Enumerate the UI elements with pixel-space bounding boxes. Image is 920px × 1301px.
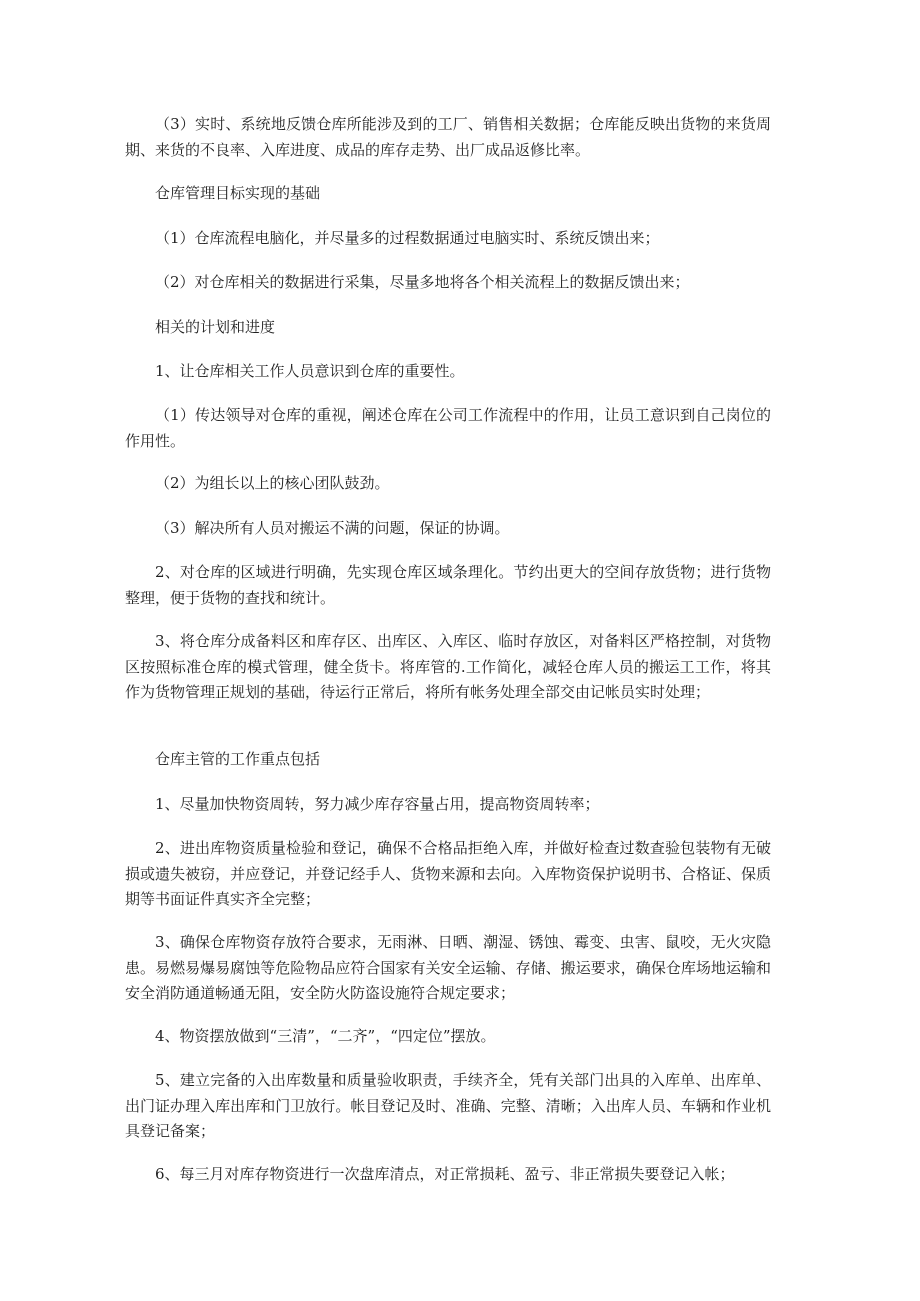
paragraph-storage-requirements: 3、确保仓库物资存放符合要求，无雨淋、日晒、潮湿、锈蚀、霉变、虫害、鼠咬，无火灾隐患。易燃易爆易腐蚀等危险物品应符合国家有关安全运输、存储、搬运要求，确保仓库场地运输和安全消防通道畅通无阻，安全防火防盗设施符合规定要求； — [125, 933, 771, 1002]
paragraph-placement: 4、物资摆放做到“三清”，“二齐”，“四定位”摆放。 — [155, 1027, 496, 1045]
heading-manager-focus: 仓库主管的工作重点包括 — [155, 750, 321, 768]
paragraph-inventory-check: 6、每三月对库存物资进行一次盘库清点，对正常损耗、盈亏、非正常损失要登记入帐； — [155, 1165, 735, 1183]
paragraph-zoning: 2、对仓库的区域进行明确，先实现仓库区域条理化。节约出更大的空间存放货物；进行货物整理，便于货物的查找和统计。 — [125, 563, 771, 607]
paragraph-awareness: 1、让仓库相关工作人员意识到仓库的重要性。 — [155, 362, 465, 380]
paragraph-areas: 3、将仓库分成备料区和库存区、出库区、入库区、临时存放区，对备料区严格控制，对货物区按照标准仓库的模式管理，健全货卡。将库管的.工作简化，减轻仓库人员的搬运工工作，将其作为货物管理正规划的基础，待运行正常后，将所有帐务处理全部交由记帐员实时处理； — [125, 632, 771, 701]
paragraph-computerization: （1）仓库流程电脑化，并尽量多的过程数据通过电脑实时、系统反馈出来； — [155, 229, 660, 247]
paragraph-acceptance: 5、建立完备的入出库数量和质量验收职责，手续齐全，凭有关部门出具的入库单、出库单、出门证办理入库出库和门卫放行。帐目登记及时、准确、完整、清晰；入出库人员、车辆和作业机具登记备案； — [125, 1071, 771, 1140]
paragraph-inspection: 2、进出库物资质量检验和登记，确保不合格品拒绝入库，并做好检查过数查验包装物有无破损或遗失被窃，并应登记，并登记经手人、货物来源和去向。入库物资保护说明书、合格证、保质期等书面证件真实齐全完整； — [125, 839, 771, 908]
heading-goal-foundation: 仓库管理目标实现的基础 — [155, 184, 321, 202]
heading-plan-progress: 相关的计划和进度 — [155, 318, 276, 336]
paragraph-feedback-data: （3）实时、系统地反馈仓库所能涉及到的工厂、销售相关数据；仓库能反映出货物的来货周期、来货的不良率、入库进度、成品的库存走势、出厂成品返修比率。 — [125, 115, 771, 159]
paragraph-core-team: （2）为组长以上的核心团队鼓劲。 — [155, 474, 390, 492]
paragraph-turnover: 1、尽量加快物资周转，努力减少库存容量占用，提高物资周转率； — [155, 795, 600, 813]
paragraph-coordination: （3）解决所有人员对搬运不满的问题，保证的协调。 — [155, 519, 510, 537]
paragraph-data-collection: （2）对仓库相关的数据进行采集，尽量多地将各个相关流程上的数据反馈出来； — [155, 273, 690, 291]
paragraph-leadership: （1）传达领导对仓库的重视，阐述仓库在公司工作流程中的作用，让员工意识到自己岗位的作用性。 — [125, 406, 771, 450]
